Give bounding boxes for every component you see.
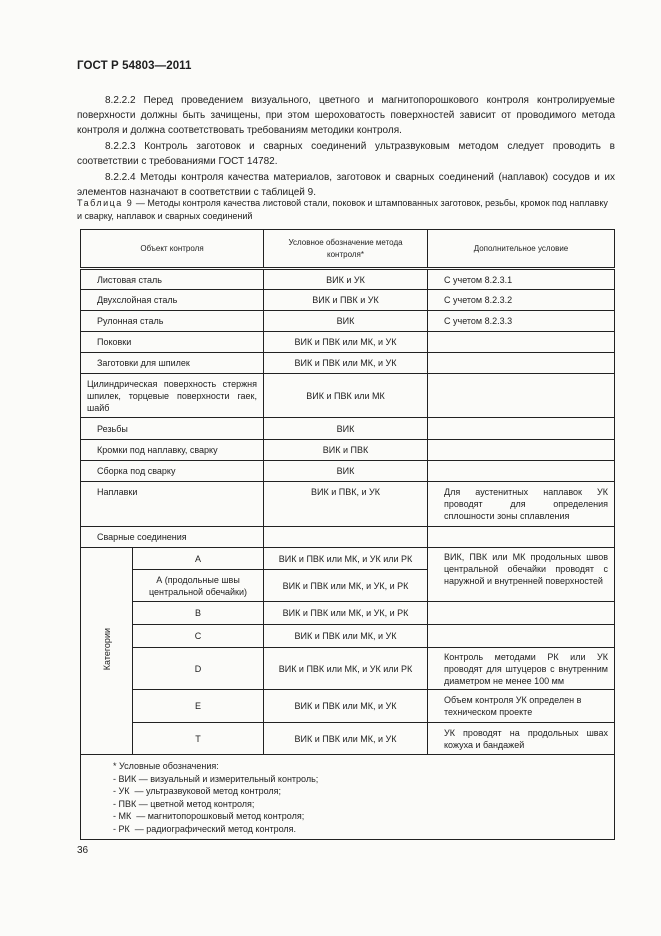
paragraph-8-2-2-3: 8.2.2.3 Контроль заготовок и сварных соединений ультразвуковым методом следует проводить в соответствии с требованиями ГОСТ 14782. <box>77 141 615 167</box>
categories-label-cell <box>81 548 133 755</box>
table-row: Поковки ВИК и ПВК или МК, и УК <box>81 332 615 353</box>
table-header-row <box>81 230 615 269</box>
table-row: Заготовки для шпилек ВИК и ПВК или МК, и УК <box>81 353 615 374</box>
col-header-condition: Дополнительное условие <box>428 230 615 269</box>
col-header-method: Условное обозначение метода контроля* <box>264 230 428 269</box>
paragraph-8-2-2-2: 8.2.2.2 Перед проведением визуального, цветного и магнитопорошкового контроля контролируемые поверхности должны быть зачищены, при этом шероховатость поверхностей зависит от проводимого метода контроля и должна соответствовать требованиям методики контроля. <box>77 95 615 136</box>
methods-table <box>80 229 615 840</box>
table-notes-row <box>81 755 615 840</box>
table-row: Наплавки ВИК и ПВК, и УК Для аустенитных наплавок УК проводят для определения сплошности зоны сплавления <box>81 482 615 527</box>
table-caption: Таблица 9 — Методы контроля качества листовой стали, поковок и штампованных заготовок, резьбы, кромок под наплавку и сварку, наплавок и сварных соединений <box>77 198 608 221</box>
table-row: Листовая сталь ВИК и УК С учетом 8.2.3.1 <box>81 269 615 290</box>
table-row-category: D ВИК и ПВК или МК, и УК или РК Контроль методами РК или УК проводят для штуцеров с внутренним диаметром не менее 100 мм <box>81 648 615 690</box>
table-row: Кромки под наплавку, сварку ВИК и ПВК <box>81 440 615 461</box>
table-row-category: В ВИК и ПВК или МК, и УК, и РК <box>81 602 615 625</box>
table-row: Сборка под сварку ВИК <box>81 461 615 482</box>
categories-label: Категории <box>101 628 112 671</box>
document-header: ГОСТ Р 54803—2011 <box>77 60 192 72</box>
col-header-object: Объект контроля <box>81 230 264 269</box>
table-row-category: Е ВИК и ПВК или МК, и УК Объем контроля УК определен в техническом проекте <box>81 690 615 723</box>
legend-notes: * Условные обозначения: - ВИК — визуальный и измерительный контроль; - УК — ультразвуковой метод контроля; - ПВК — цветной метод контроля; - МК — магнитопорошковый метод контроля; - РК — радиографический метод контроля. <box>81 755 615 840</box>
table-row: Рулонная сталь ВИК С учетом 8.2.3.3 <box>81 311 615 332</box>
table-row-category: С ВИК и ПВК или МК, и УК <box>81 625 615 648</box>
page-number: 36 <box>77 845 89 856</box>
table-row: Двухслойная сталь ВИК и ПВК и УК С учетом 8.2.3.2 <box>81 290 615 311</box>
paragraph-8-2-2-4: 8.2.2.4 Методы контроля качества материалов, заготовок и сварных соединений (наплавок) сосудов и их элементов назначают в соответствии с таблицей 9. <box>77 172 615 198</box>
table-row: Резьбы ВИК <box>81 418 615 440</box>
table-row: Сварные соединения <box>81 527 615 548</box>
table-row-category: А (продольные швы центральной обечайки) ВИК и ПВК или МК, и УК, и РК <box>81 570 615 602</box>
table-row-category: Т ВИК и ПВК или МК, и УК УК проводят на продольных швах кожуха и бандажей <box>81 723 615 755</box>
table-row-category: Категории А ВИК и ПВК или МК, и УК или РК ВИК, ПВК или МК продольных швов центральной обечайки проводят с наружной и внутренней поверхностей <box>81 548 615 570</box>
table-row: Цилиндрическая поверхность стержня шпилек, торцевые поверхности гаек, шайб ВИК и ПВК или МК <box>81 374 615 418</box>
